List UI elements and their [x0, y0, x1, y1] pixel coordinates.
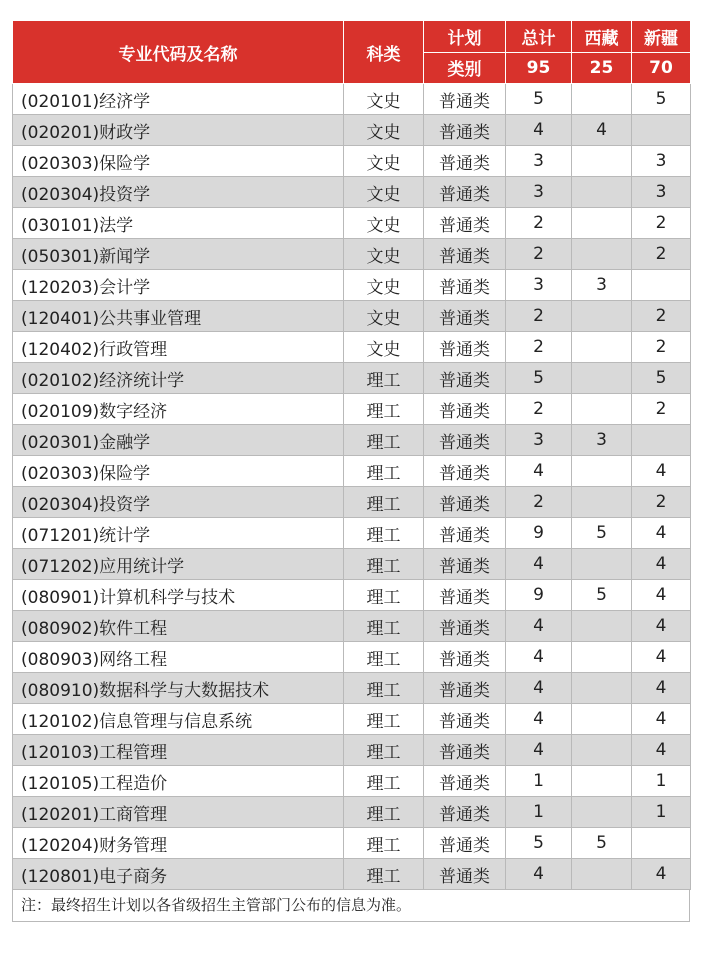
category-cell: 理工 [344, 580, 424, 611]
category-cell: 理工 [344, 518, 424, 549]
tibet-cell [572, 611, 632, 642]
category-cell: 文史 [344, 146, 424, 177]
category-cell: 文史 [344, 239, 424, 270]
xinjiang-cell [632, 828, 691, 859]
major-cell: (120401)公共事业管理 [13, 301, 344, 332]
total-cell: 5 [506, 84, 572, 115]
tibet-cell: 5 [572, 518, 632, 549]
xinjiang-cell [632, 425, 691, 456]
tibet-cell: 5 [572, 828, 632, 859]
tibet-cell [572, 301, 632, 332]
header-xinjiang-count: 70 [632, 52, 691, 84]
category-cell: 理工 [344, 704, 424, 735]
xinjiang-cell: 5 [632, 363, 691, 394]
major-cell: (120201)工商管理 [13, 797, 344, 828]
category-cell: 理工 [344, 611, 424, 642]
tibet-cell [572, 797, 632, 828]
xinjiang-cell: 4 [632, 704, 691, 735]
tibet-cell [572, 146, 632, 177]
xinjiang-cell: 4 [632, 456, 691, 487]
plan-type-cell: 普通类 [424, 549, 506, 580]
xinjiang-cell: 1 [632, 797, 691, 828]
tibet-cell [572, 766, 632, 797]
plan-type-cell: 普通类 [424, 177, 506, 208]
xinjiang-cell: 4 [632, 673, 691, 704]
table-row [13, 239, 691, 270]
category-cell: 理工 [344, 797, 424, 828]
plan-type-cell: 普通类 [424, 301, 506, 332]
total-cell: 4 [506, 859, 572, 890]
table-row [13, 487, 691, 518]
table-row [13, 580, 691, 611]
xinjiang-cell: 2 [632, 208, 691, 239]
xinjiang-cell: 2 [632, 332, 691, 363]
plan-type-cell: 普通类 [424, 766, 506, 797]
xinjiang-cell: 4 [632, 611, 691, 642]
major-cell: (020201)财政学 [13, 115, 344, 146]
tibet-cell [572, 642, 632, 673]
tibet-cell [572, 84, 632, 115]
table-row [13, 735, 691, 766]
category-cell: 文史 [344, 301, 424, 332]
footnote: 注：最终招生计划以各省级招生主管部门公布的信息为准。 [12, 890, 690, 922]
major-cell: (020303)保险学 [13, 456, 344, 487]
tibet-cell [572, 239, 632, 270]
plan-type-cell: 普通类 [424, 332, 506, 363]
tibet-cell: 3 [572, 270, 632, 301]
total-cell: 2 [506, 301, 572, 332]
major-cell: (080903)网络工程 [13, 642, 344, 673]
total-cell: 2 [506, 208, 572, 239]
xinjiang-cell: 4 [632, 518, 691, 549]
category-cell: 文史 [344, 208, 424, 239]
total-cell: 4 [506, 115, 572, 146]
table-row [13, 766, 691, 797]
major-cell: (120102)信息管理与信息系统 [13, 704, 344, 735]
table-row [13, 146, 691, 177]
xinjiang-cell: 1 [632, 766, 691, 797]
table-row [13, 642, 691, 673]
category-cell: 理工 [344, 363, 424, 394]
table-row [13, 518, 691, 549]
xinjiang-cell: 3 [632, 146, 691, 177]
category-cell: 理工 [344, 487, 424, 518]
category-cell: 理工 [344, 766, 424, 797]
total-cell: 3 [506, 146, 572, 177]
total-cell: 2 [506, 239, 572, 270]
major-cell: (020304)投资学 [13, 177, 344, 208]
xinjiang-cell: 2 [632, 301, 691, 332]
plan-type-cell: 普通类 [424, 704, 506, 735]
plan-type-cell: 普通类 [424, 580, 506, 611]
plan-type-cell: 普通类 [424, 394, 506, 425]
xinjiang-cell: 4 [632, 580, 691, 611]
tibet-cell [572, 487, 632, 518]
plan-type-cell: 普通类 [424, 425, 506, 456]
header-major: 专业代码及名称 [13, 21, 344, 84]
plan-type-cell: 普通类 [424, 115, 506, 146]
xinjiang-cell [632, 270, 691, 301]
tibet-cell [572, 673, 632, 704]
category-cell: 文史 [344, 270, 424, 301]
total-cell: 4 [506, 673, 572, 704]
total-cell: 4 [506, 642, 572, 673]
table-row [13, 363, 691, 394]
header-category: 科类 [344, 21, 424, 84]
category-cell: 理工 [344, 859, 424, 890]
category-cell: 理工 [344, 456, 424, 487]
table-row [13, 177, 691, 208]
table-row [13, 828, 691, 859]
enrollment-plan-table [12, 20, 691, 890]
major-cell: (020109)数字经济 [13, 394, 344, 425]
total-cell: 4 [506, 611, 572, 642]
tibet-cell [572, 735, 632, 766]
xinjiang-cell: 4 [632, 642, 691, 673]
total-cell: 4 [506, 549, 572, 580]
table-row [13, 394, 691, 425]
tibet-cell: 5 [572, 580, 632, 611]
total-cell: 9 [506, 580, 572, 611]
xinjiang-cell: 2 [632, 394, 691, 425]
plan-type-cell: 普通类 [424, 363, 506, 394]
table-row [13, 611, 691, 642]
xinjiang-cell: 4 [632, 735, 691, 766]
plan-type-cell: 普通类 [424, 735, 506, 766]
header-total-count: 95 [506, 52, 572, 84]
xinjiang-cell: 3 [632, 177, 691, 208]
plan-type-cell: 普通类 [424, 270, 506, 301]
category-cell: 理工 [344, 425, 424, 456]
plan-type-cell: 普通类 [424, 859, 506, 890]
plan-type-cell: 普通类 [424, 146, 506, 177]
table-row [13, 704, 691, 735]
total-cell: 4 [506, 735, 572, 766]
major-cell: (120801)电子商务 [13, 859, 344, 890]
plan-type-cell: 普通类 [424, 239, 506, 270]
major-cell: (071202)应用统计学 [13, 549, 344, 580]
header-plan-line1: 计划 [424, 21, 506, 53]
xinjiang-cell: 4 [632, 859, 691, 890]
total-cell: 9 [506, 518, 572, 549]
xinjiang-cell: 2 [632, 239, 691, 270]
category-cell: 理工 [344, 549, 424, 580]
total-cell: 1 [506, 766, 572, 797]
plan-type-cell: 普通类 [424, 673, 506, 704]
major-cell: (080901)计算机科学与技术 [13, 580, 344, 611]
table-header [13, 21, 691, 84]
total-cell: 4 [506, 704, 572, 735]
total-cell: 3 [506, 177, 572, 208]
major-cell: (120402)行政管理 [13, 332, 344, 363]
table-row [13, 859, 691, 890]
table-row [13, 301, 691, 332]
tibet-cell [572, 549, 632, 580]
total-cell: 2 [506, 394, 572, 425]
major-cell: (080910)数据科学与大数据技术 [13, 673, 344, 704]
tibet-cell [572, 177, 632, 208]
xinjiang-cell: 4 [632, 549, 691, 580]
category-cell: 理工 [344, 735, 424, 766]
header-xinjiang: 新疆 [632, 21, 691, 53]
table-row [13, 456, 691, 487]
xinjiang-cell [632, 115, 691, 146]
major-cell: (020101)经济学 [13, 84, 344, 115]
table-row [13, 797, 691, 828]
total-cell: 2 [506, 487, 572, 518]
category-cell: 文史 [344, 332, 424, 363]
table-row [13, 425, 691, 456]
table-row [13, 673, 691, 704]
major-cell: (120103)工程管理 [13, 735, 344, 766]
total-cell: 4 [506, 456, 572, 487]
plan-type-cell: 普通类 [424, 797, 506, 828]
tibet-cell [572, 363, 632, 394]
tibet-cell [572, 456, 632, 487]
major-cell: (120204)财务管理 [13, 828, 344, 859]
major-cell: (050301)新闻学 [13, 239, 344, 270]
major-cell: (020301)金融学 [13, 425, 344, 456]
total-cell: 2 [506, 332, 572, 363]
major-cell: (071201)统计学 [13, 518, 344, 549]
tibet-cell [572, 859, 632, 890]
total-cell: 5 [506, 828, 572, 859]
header-total: 总计 [506, 21, 572, 53]
xinjiang-cell: 2 [632, 487, 691, 518]
enrollment-plan-table-container [12, 20, 690, 922]
major-cell: (020303)保险学 [13, 146, 344, 177]
category-cell: 文史 [344, 115, 424, 146]
major-cell: (080902)软件工程 [13, 611, 344, 642]
table-row [13, 270, 691, 301]
major-cell: (020304)投资学 [13, 487, 344, 518]
major-cell: (120105)工程造价 [13, 766, 344, 797]
total-cell: 3 [506, 270, 572, 301]
tibet-cell [572, 394, 632, 425]
category-cell: 文史 [344, 177, 424, 208]
total-cell: 5 [506, 363, 572, 394]
tibet-cell: 4 [572, 115, 632, 146]
table-row [13, 549, 691, 580]
major-cell: (030101)法学 [13, 208, 344, 239]
plan-type-cell: 普通类 [424, 611, 506, 642]
header-tibet-count: 25 [572, 52, 632, 84]
total-cell: 3 [506, 425, 572, 456]
total-cell: 1 [506, 797, 572, 828]
category-cell: 理工 [344, 673, 424, 704]
header-tibet: 西藏 [572, 21, 632, 53]
category-cell: 文史 [344, 84, 424, 115]
major-cell: (020102)经济统计学 [13, 363, 344, 394]
plan-type-cell: 普通类 [424, 487, 506, 518]
plan-type-cell: 普通类 [424, 828, 506, 859]
major-cell: (120203)会计学 [13, 270, 344, 301]
table-row [13, 332, 691, 363]
table-row [13, 115, 691, 146]
table-body [13, 84, 691, 890]
category-cell: 理工 [344, 828, 424, 859]
tibet-cell: 3 [572, 425, 632, 456]
tibet-cell [572, 332, 632, 363]
tibet-cell [572, 208, 632, 239]
header-plan-line2: 类别 [424, 52, 506, 84]
plan-type-cell: 普通类 [424, 84, 506, 115]
table-row [13, 208, 691, 239]
table-row [13, 84, 691, 115]
plan-type-cell: 普通类 [424, 456, 506, 487]
xinjiang-cell: 5 [632, 84, 691, 115]
plan-type-cell: 普通类 [424, 208, 506, 239]
tibet-cell [572, 704, 632, 735]
plan-type-cell: 普通类 [424, 518, 506, 549]
category-cell: 理工 [344, 394, 424, 425]
category-cell: 理工 [344, 642, 424, 673]
plan-type-cell: 普通类 [424, 642, 506, 673]
